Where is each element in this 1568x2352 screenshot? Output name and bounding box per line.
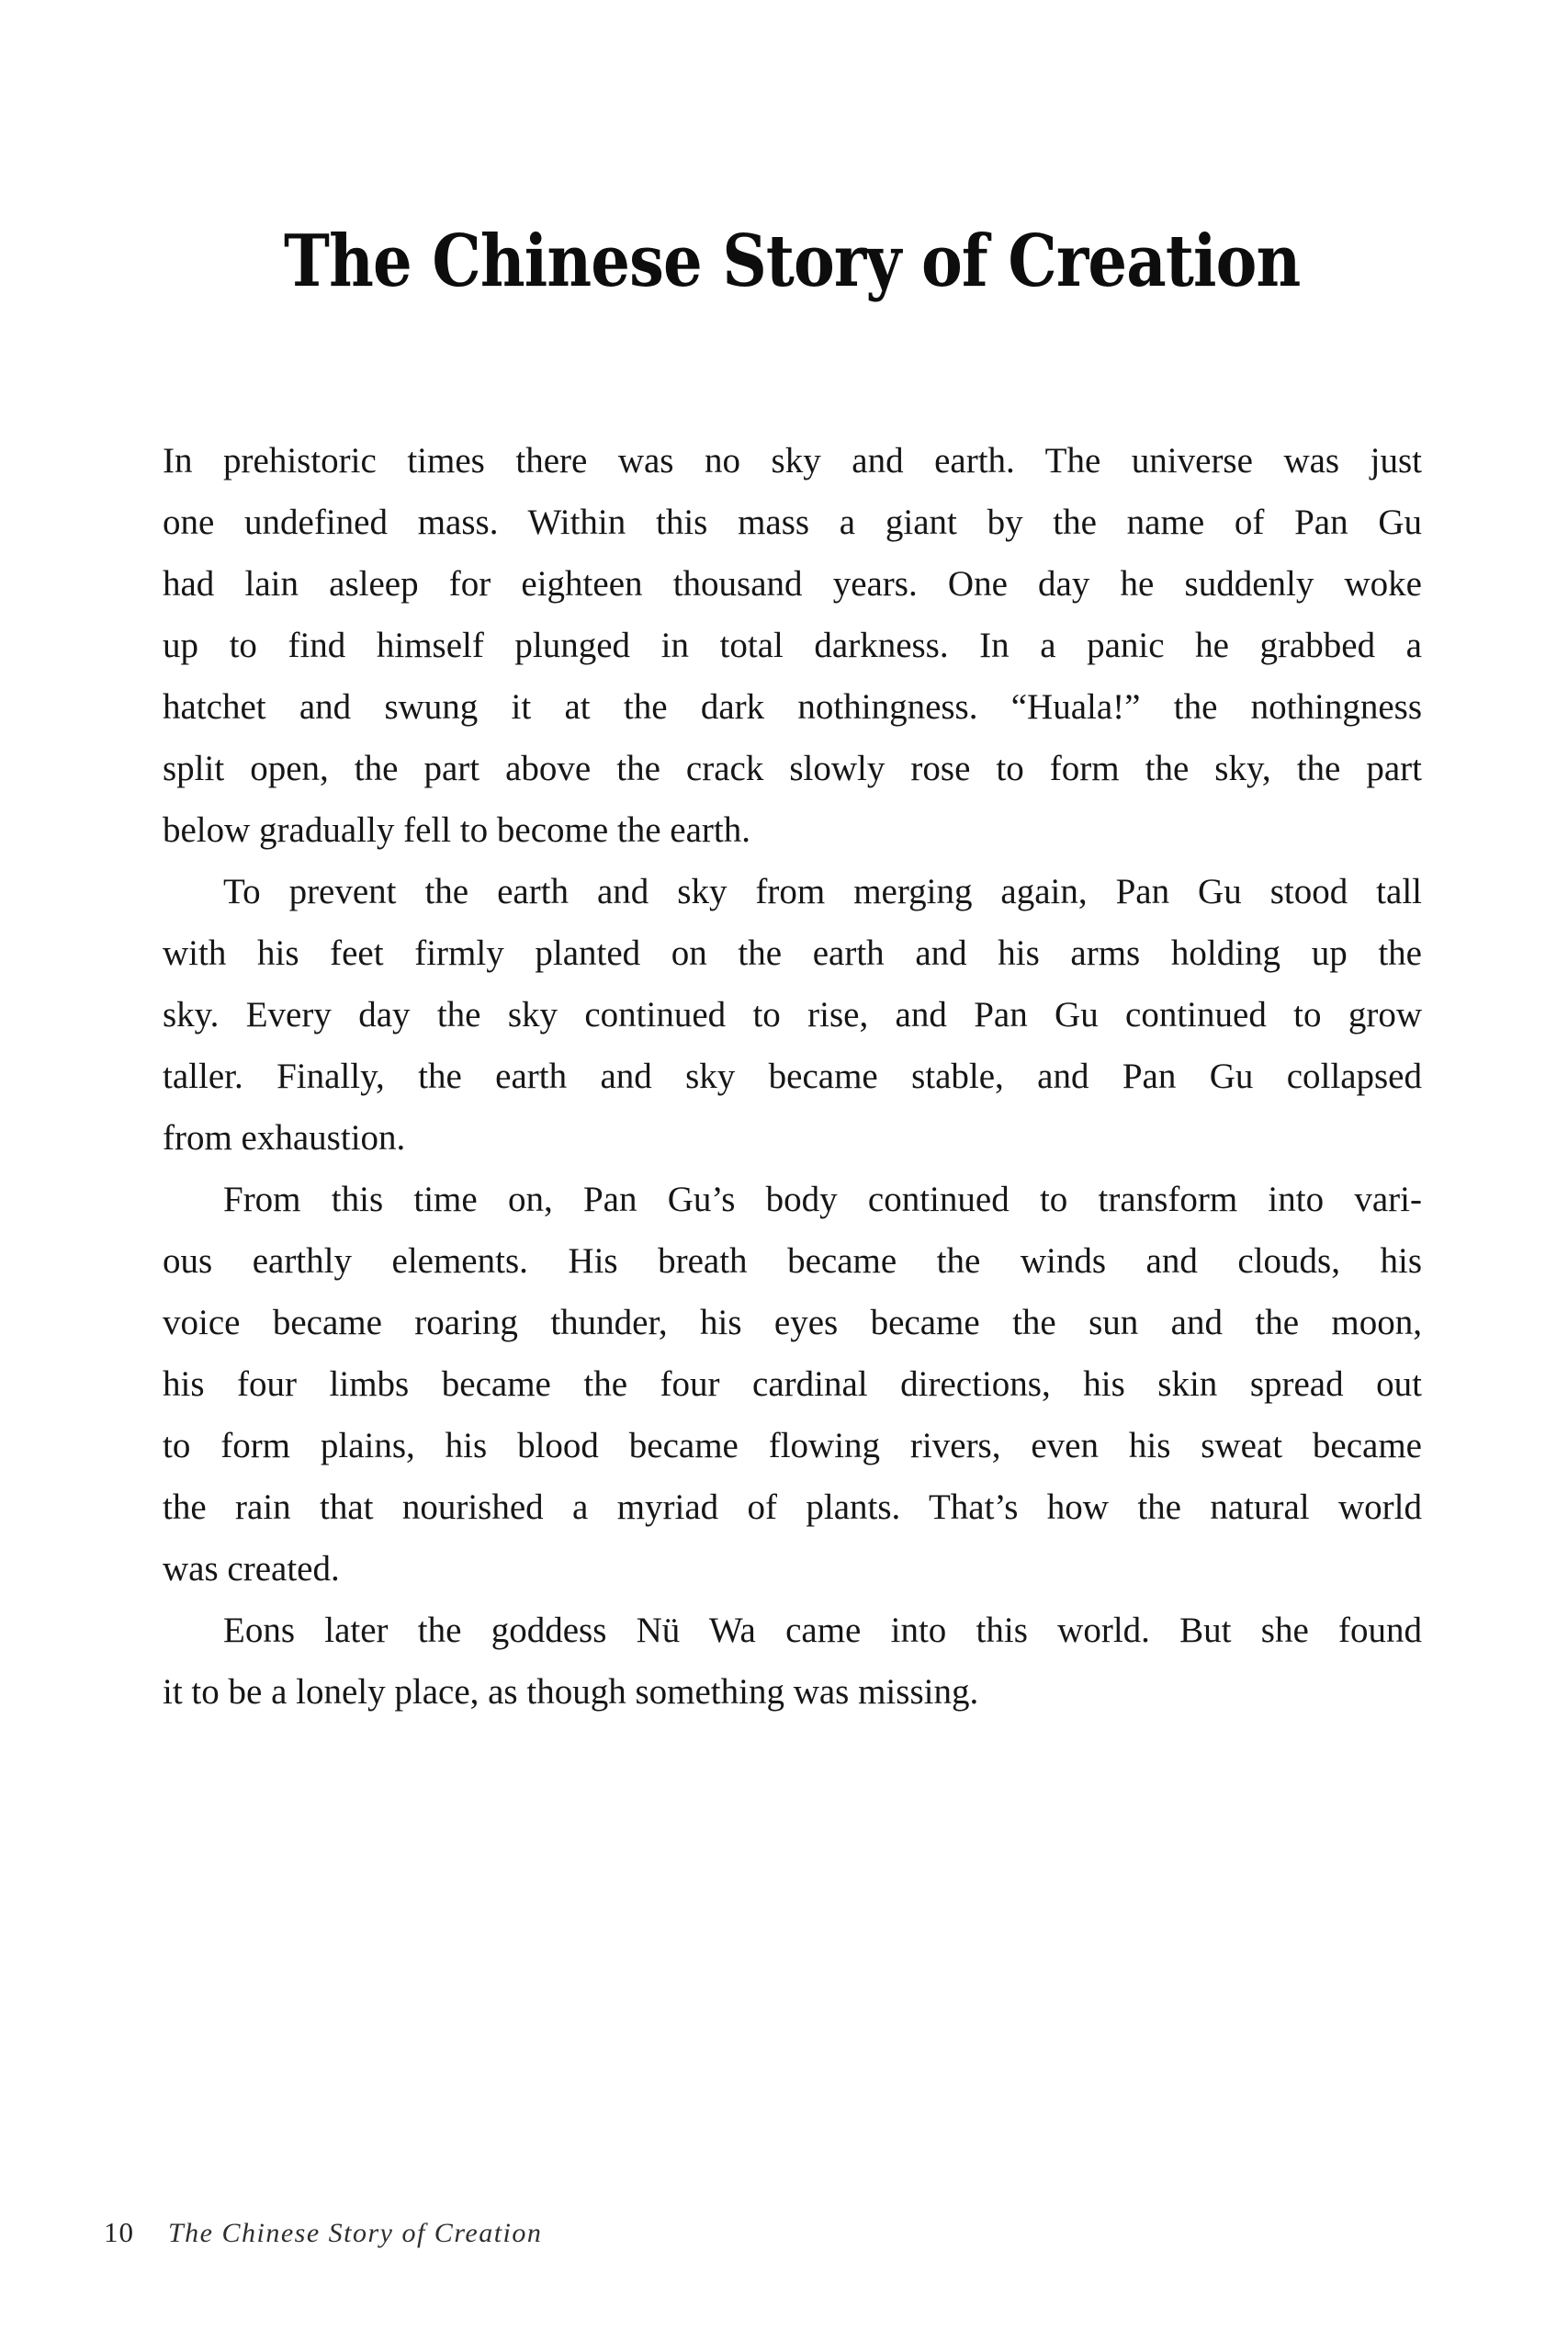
text-line: up to find himself plunged in total darkness. In a panic he grabbed a: [163, 626, 1422, 665]
page-number: 10: [104, 2216, 134, 2248]
paragraph: [163, 861, 1422, 1169]
text-line: To prevent the earth and sky from merging again, Pan Gu stood tall: [223, 872, 1422, 911]
text-line: ous earthly elements. His breath became the winds and clouds, his: [163, 1241, 1422, 1281]
text-line: the rain that nourished a myriad of plants. That’s how the natural world: [163, 1487, 1422, 1527]
text-line: below gradually fell to become the earth.: [163, 810, 750, 850]
text-line: sky. Every day the sky continued to rise, and Pan Gu continued to grow: [163, 995, 1422, 1035]
paragraph: [163, 1600, 1422, 1723]
text-line: was created.: [163, 1549, 340, 1589]
paragraph: [163, 430, 1422, 861]
body-text: [163, 430, 1422, 1723]
text-line: voice became roaring thunder, his eyes became the sun and the moon,: [163, 1303, 1422, 1342]
text-line: From this time on, Pan Gu’s body continued to transform into vari-: [223, 1180, 1422, 1219]
text-line: hatchet and swung it at the dark nothingness. “Huala!” the nothingness: [163, 687, 1422, 727]
text-line: to form plains, his blood became flowing rivers, even his sweat became: [163, 1426, 1422, 1465]
text-line: In prehistoric times there was no sky and earth. The universe was just: [163, 441, 1422, 481]
text-line: his four limbs became the four cardinal directions, his skin spread out: [163, 1364, 1422, 1404]
text-line: with his feet firmly planted on the earth and his arms holding up the: [163, 933, 1422, 973]
text-line: one undefined mass. Within this mass a giant by the name of Pan Gu: [163, 503, 1422, 542]
text-line: had lain asleep for eighteen thousand years. One day he suddenly woke: [163, 564, 1422, 604]
text-line: it to be a lonely place, as though something was missing.: [163, 1672, 979, 1712]
text-line: Eons later the goddess Nü Wa came into this world. But she found: [223, 1611, 1422, 1650]
chapter-title-heading: [163, 219, 1422, 305]
running-title: The Chinese Story of Creation: [168, 2218, 543, 2248]
page-footer: [104, 2216, 542, 2249]
page-title: The Chinese Story of Creation: [284, 220, 1301, 303]
text-line: taller. Finally, the earth and sky became stable, and Pan Gu collapsed: [163, 1057, 1422, 1096]
paragraph: [163, 1169, 1422, 1600]
text-line: from exhaustion.: [163, 1118, 406, 1158]
text-line: split open, the part above the crack slowly rose to form the sky, the part: [163, 749, 1422, 788]
